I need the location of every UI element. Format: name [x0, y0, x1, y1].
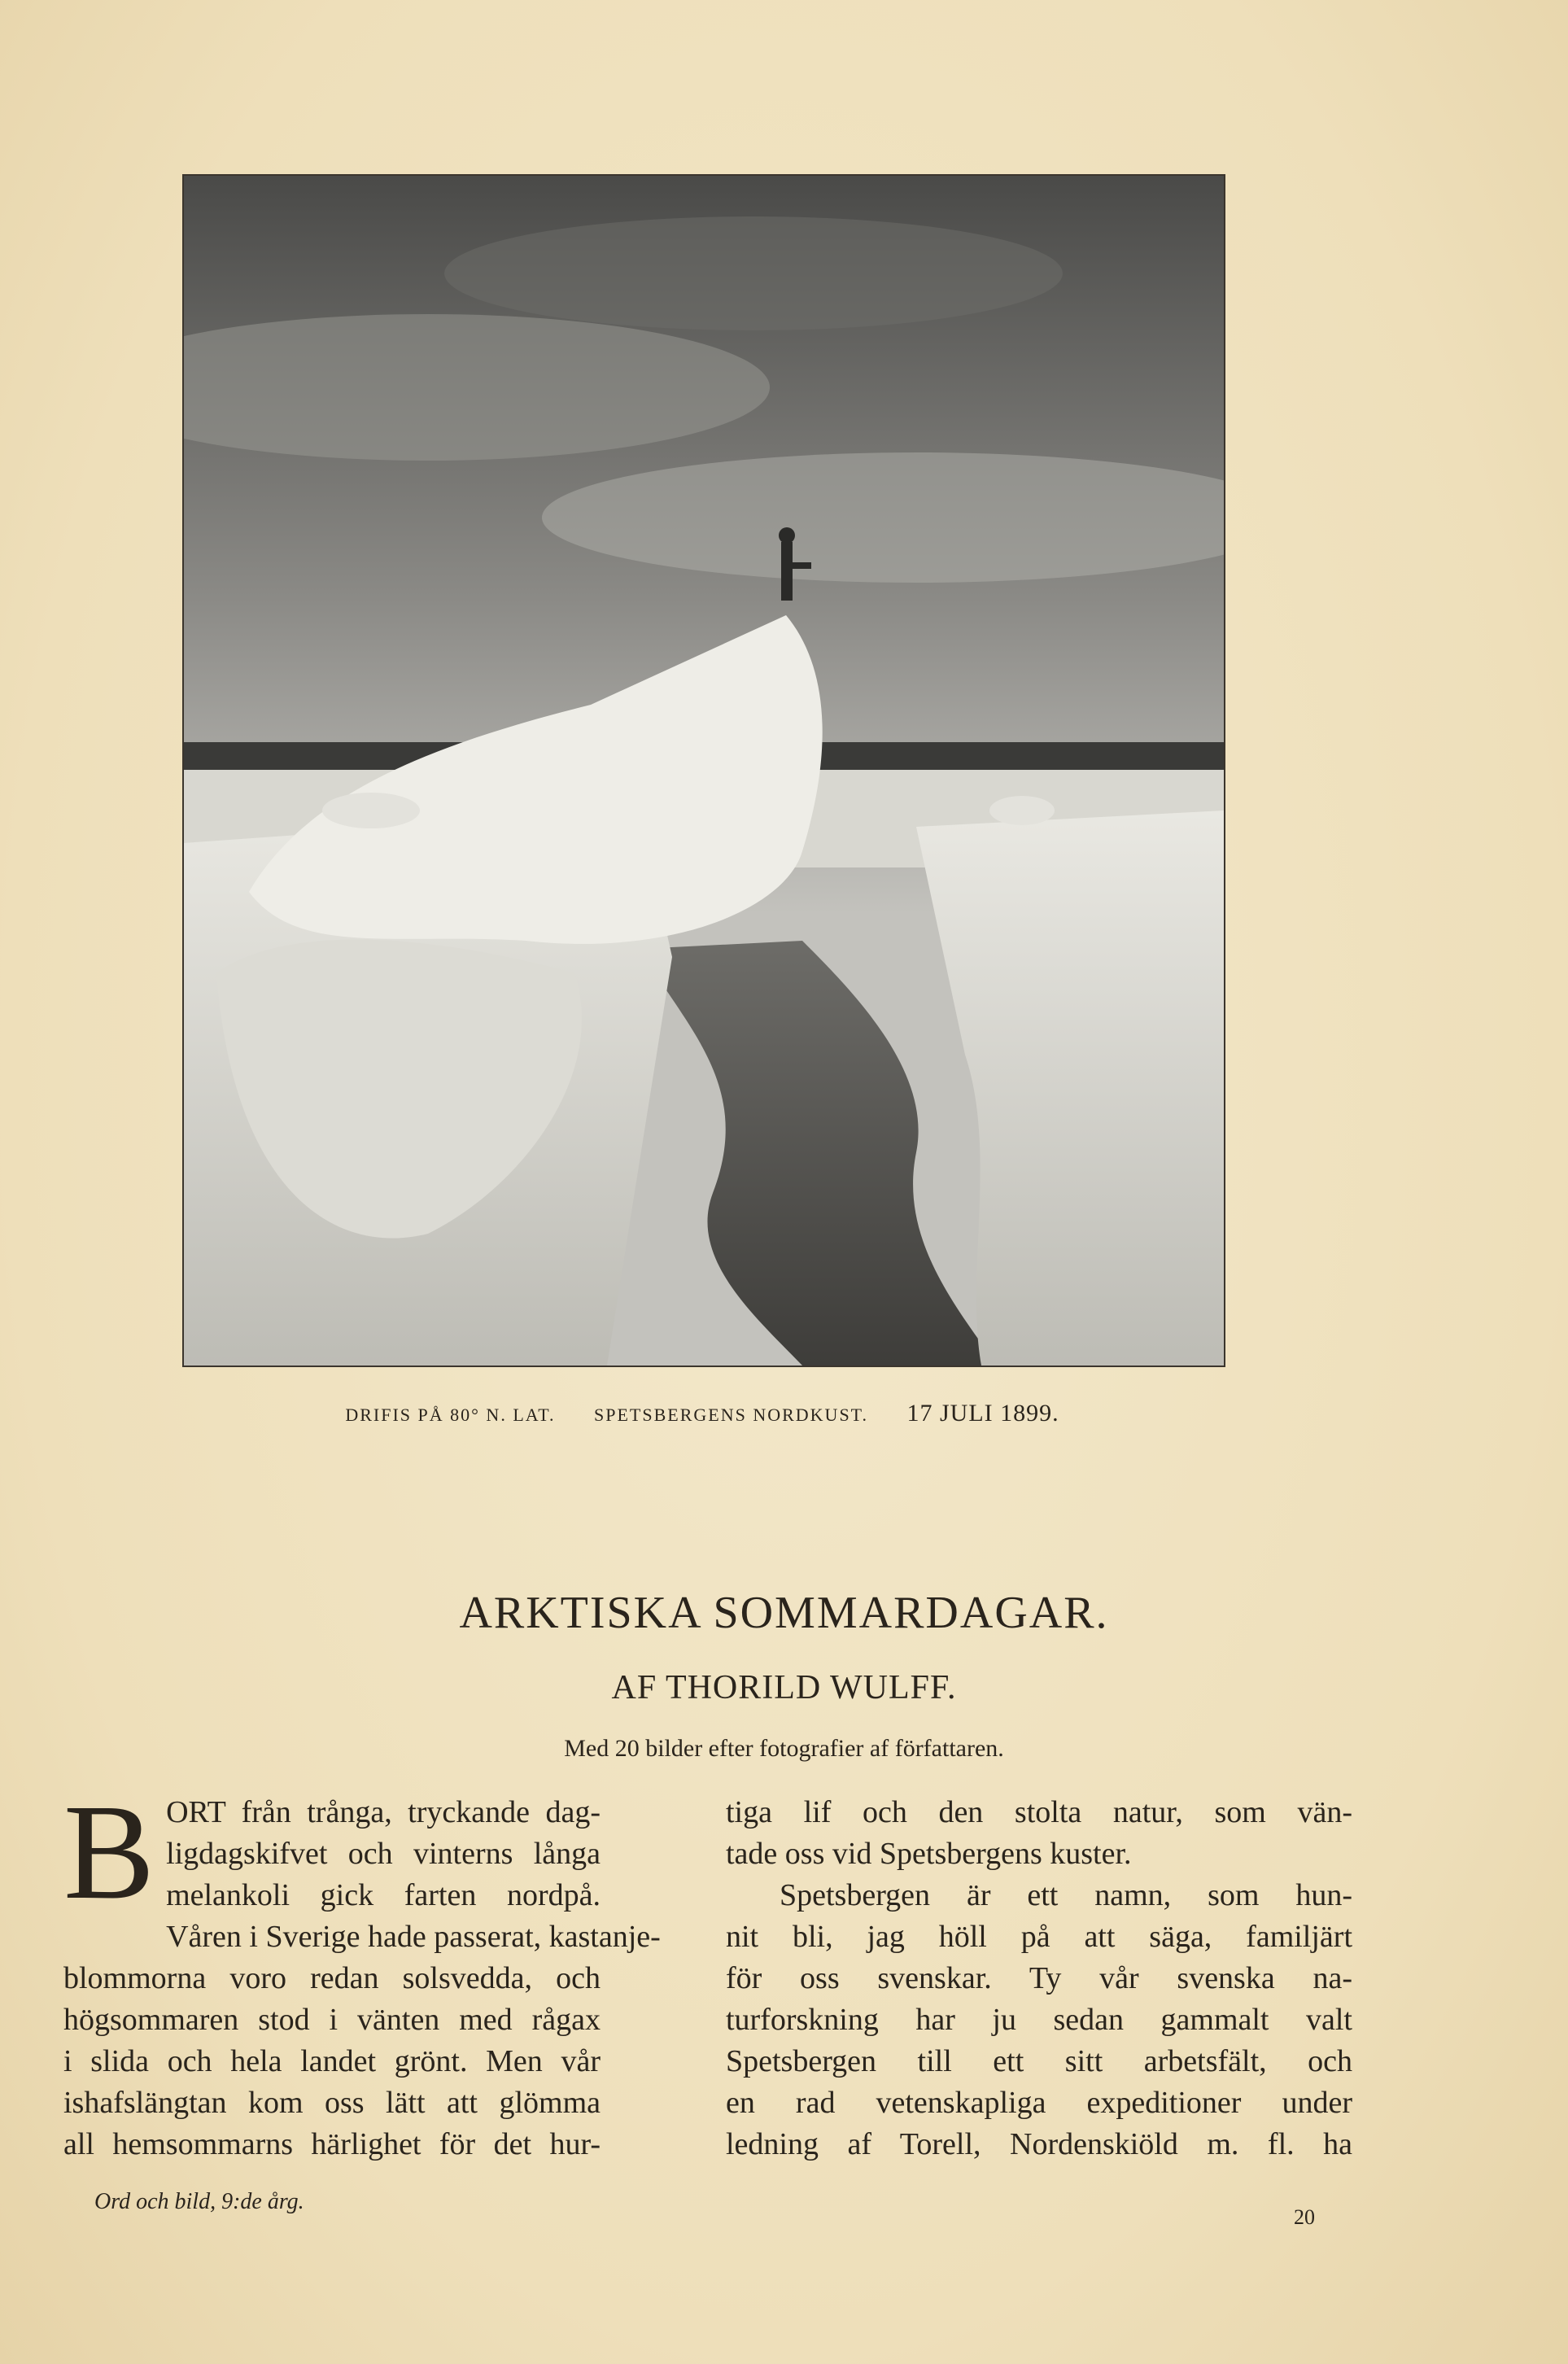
- body-line: all hemsommarns härlighet för det hur-: [63, 2127, 601, 2161]
- body-line: högsommaren stod i vänten med rågax: [63, 2003, 601, 2037]
- arctic-drift-ice-photo-icon: [184, 176, 1224, 1366]
- article-title: ARKTISKA SOMMARDAGAR.: [459, 1588, 1109, 1638]
- caption-location: DRIFIS PÅ 80° N. LAT.: [345, 1405, 556, 1425]
- body-line: nit bli, jag höll på att säga, familjärt: [726, 1920, 1352, 1954]
- article-subtitle: Med 20 bilder efter fotografier af författaren.: [564, 1735, 1004, 1762]
- photo-caption: [182, 1400, 1222, 1427]
- body-line: ORT från trånga, tryckande dag-: [166, 1795, 601, 1829]
- body-line: tiga lif och den stolta natur, som vän-: [726, 1795, 1352, 1829]
- body-column-left: [63, 1776, 661, 2165]
- caption-date: 17 JULI 1899.: [906, 1400, 1059, 1427]
- photograph: [182, 174, 1225, 1367]
- caption-coast: SPETSBERGENS NORDKUST.: [594, 1405, 868, 1425]
- signature-number: 20: [1294, 2205, 1315, 2229]
- body-line: tade oss vid Spetsbergens kuster.: [726, 1837, 1132, 1871]
- body-line: ligdagskifvet och vinterns långa: [166, 1837, 601, 1871]
- body-line: Våren i Sverige hade passerat, kastanje-: [166, 1920, 661, 1954]
- body-column-right: [726, 1792, 1352, 2165]
- body-line: Spetsbergen är ett namn, som hun-: [780, 1878, 1352, 1912]
- body-line: i slida och hela landet grönt. Men vår: [63, 2044, 601, 2078]
- body-line: en rad vetenskapliga expeditioner under: [726, 2086, 1352, 2120]
- journal-footer: Ord och bild, 9:de årg.: [94, 2189, 304, 2214]
- body-line: melankoli gick farten nordpå.: [166, 1878, 601, 1912]
- drop-cap: B: [63, 1776, 155, 1928]
- body-line: för oss svenskar. Ty vår svenska na-: [726, 1961, 1352, 1995]
- body-line: blommorna voro redan solsvedda, och: [63, 1961, 601, 1995]
- body-line: Spetsbergen till ett sitt arbetsfält, och: [726, 2044, 1352, 2078]
- body-line: turforskning har ju sedan gammalt valt: [726, 2003, 1352, 2037]
- body-line: ledning af Torell, Nordenskiöld m. fl. ha: [726, 2127, 1352, 2161]
- body-line: ishafslängtan kom oss lätt att glömma: [63, 2086, 601, 2120]
- article-byline: AF THORILD WULFF.: [611, 1669, 957, 1706]
